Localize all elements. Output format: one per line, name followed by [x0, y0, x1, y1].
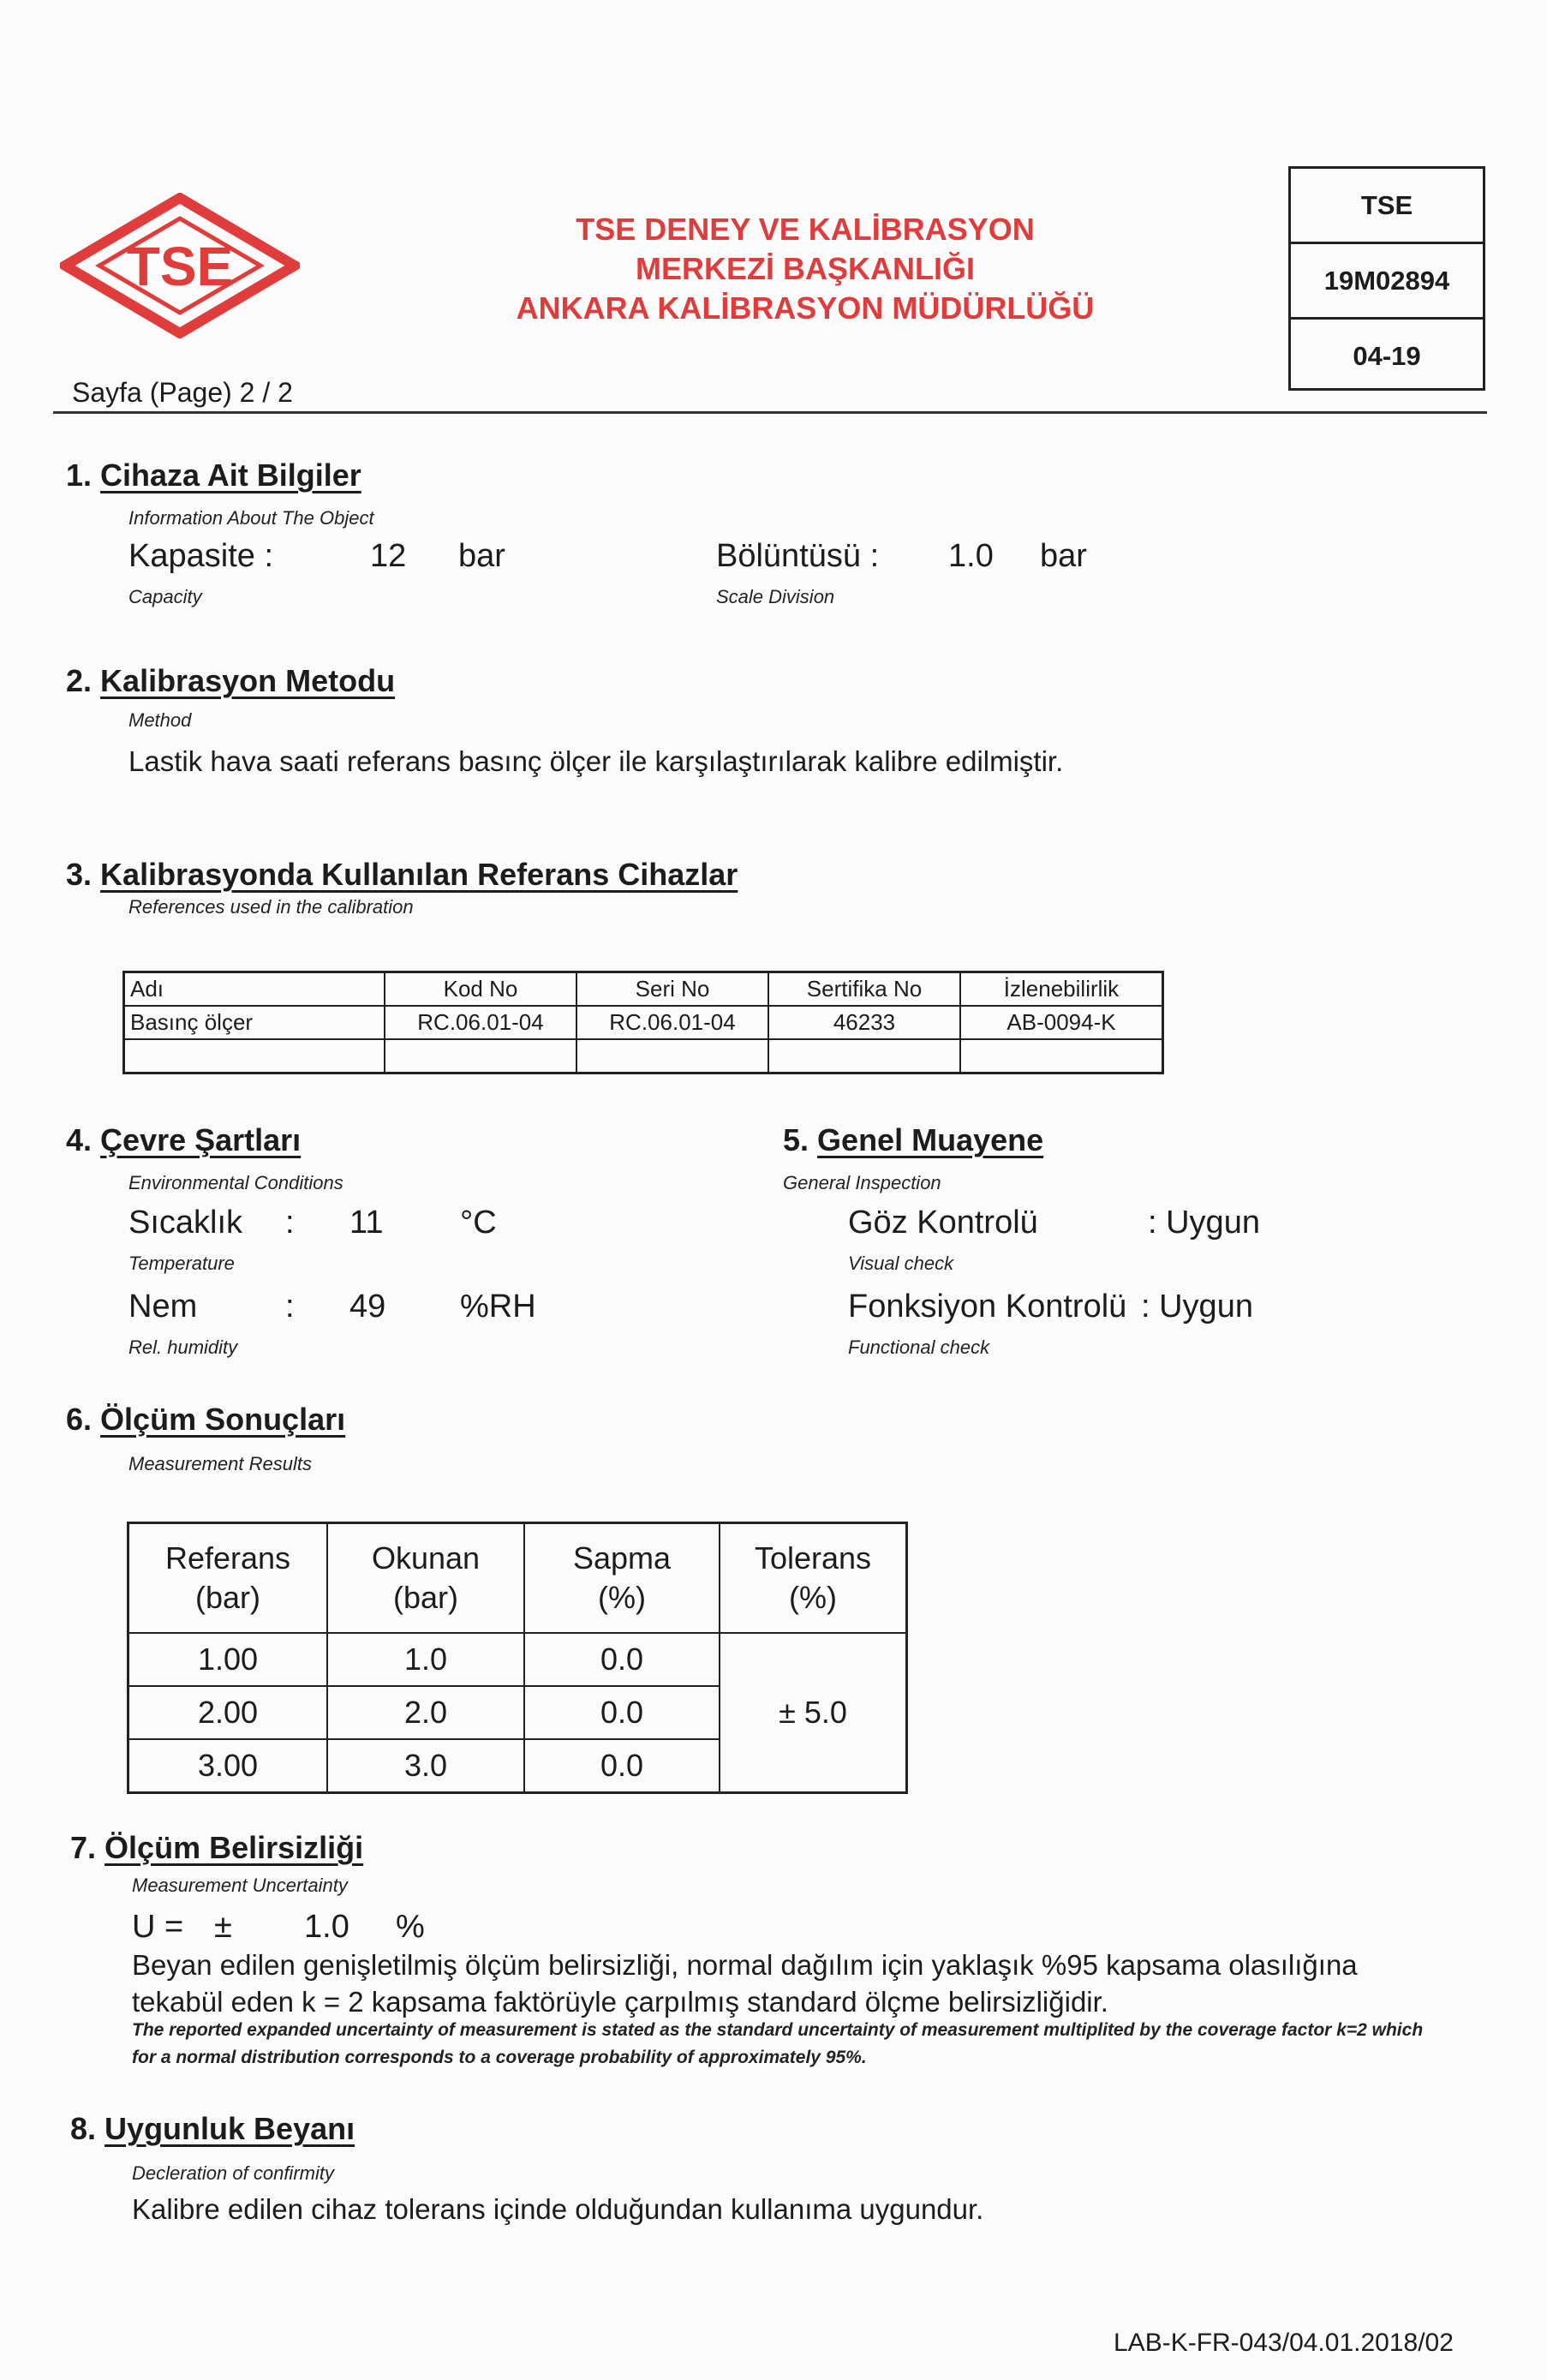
- temperature-english: Temperature: [128, 1253, 235, 1274]
- table-cell: 3.00: [128, 1739, 328, 1793]
- section-title: Ölçüm Sonuçları: [100, 1402, 346, 1437]
- header-divider: [53, 411, 1487, 414]
- code-box-date: 04-19: [1353, 340, 1421, 371]
- section-7-english: Measurement Uncertainty: [132, 1875, 348, 1896]
- capacity-english: Capacity: [128, 586, 202, 607]
- section-2-english: Method: [128, 709, 192, 731]
- table-row: [128, 1633, 907, 1686]
- section-title: Cihaza Ait Bilgiler: [100, 457, 361, 493]
- header-title: [445, 210, 1165, 328]
- section-number: 5.: [783, 1122, 809, 1157]
- table-cell: 1.00: [128, 1633, 328, 1686]
- section-4-heading: [66, 1122, 301, 1158]
- form-code: LAB-K-FR-043/04.01.2018/02: [1114, 2329, 1454, 2357]
- table-cell: AB-0094-K: [960, 1006, 1163, 1039]
- section-8-english: Decleration of confirmity: [132, 2162, 334, 2184]
- uncertainty-plus-minus: ±: [214, 1909, 232, 1945]
- uncertainty-label: U =: [132, 1909, 184, 1945]
- reference-devices-table: [122, 971, 1164, 1074]
- section-title: Genel Muayene: [817, 1122, 1044, 1157]
- table-cell: 1.0: [327, 1633, 524, 1686]
- table-header: Sertifika No: [768, 972, 960, 1007]
- division-unit: bar: [1040, 538, 1087, 574]
- uncertainty-value: 1.0: [304, 1909, 349, 1945]
- table-cell: 0.0: [524, 1686, 720, 1739]
- functional-check-english: Functional check: [848, 1337, 990, 1358]
- conformity-text: Kalibre edilen cihaz tolerans içinde olduğundan kullanıma uygundur.: [132, 2193, 984, 2225]
- division-label: Bölüntüsü :: [716, 538, 880, 574]
- table-header: Kod No: [385, 972, 576, 1007]
- uncertainty-text-tr-line2: tekabül eden k = 2 kapsama faktörüyle çarpılmış standard ölçme belirsizliğidir.: [132, 1986, 1108, 2018]
- section-2-heading: [66, 663, 395, 699]
- table-cell: 0.0: [524, 1739, 720, 1793]
- code-box-org: TSE: [1291, 169, 1483, 244]
- table-header: Adı: [124, 972, 385, 1007]
- section-3-heading: [66, 857, 738, 893]
- table-header: İzlenebilirlik: [960, 972, 1163, 1007]
- code-box-number: 19M02894: [1291, 244, 1483, 320]
- section-title: Ölçüm Belirsizliği: [105, 1830, 364, 1865]
- table-cell: Basınç ölçer: [124, 1006, 385, 1039]
- visual-check-label: Göz Kontrolü: [848, 1205, 1038, 1241]
- section-8-heading: [70, 2111, 355, 2147]
- table-header: Seri No: [576, 972, 768, 1007]
- page-number: Sayfa (Page) 2 / 2: [72, 377, 293, 408]
- measurement-results-table: [127, 1522, 908, 1794]
- section-number: 1.: [66, 457, 93, 493]
- section-6-heading: [66, 1402, 345, 1438]
- table-cell: 3.0: [327, 1739, 524, 1793]
- table-cell: 0.0: [524, 1633, 720, 1686]
- section-number: 7.: [70, 1830, 97, 1865]
- section-5-heading: [783, 1122, 1043, 1158]
- visual-check-value: : Uygun: [1148, 1205, 1260, 1241]
- section-4-english: Environmental Conditions: [128, 1172, 343, 1193]
- table-header-row: [128, 1523, 907, 1634]
- table-cell: 2.0: [327, 1686, 524, 1739]
- humidity-label: Nem: [128, 1289, 198, 1325]
- section-number: 6.: [66, 1402, 93, 1437]
- section-6-english: Measurement Results: [128, 1453, 312, 1474]
- tse-logo: [60, 193, 300, 338]
- table-cell: RC.06.01-04: [385, 1006, 576, 1039]
- table-cell: 2.00: [128, 1686, 328, 1739]
- section-1-english: Information About The Object: [128, 507, 374, 529]
- section-title: Uygunluk Beyanı: [105, 2111, 355, 2146]
- division-value: 1.0: [948, 538, 994, 574]
- functional-check-label: Fonksiyon Kontrolü: [848, 1289, 1127, 1325]
- table-row: [124, 1039, 1163, 1073]
- capacity-unit: bar: [458, 538, 505, 574]
- table-cell: [960, 1039, 1163, 1073]
- section-title: Kalibrasyon Metodu: [100, 663, 396, 698]
- uncertainty-text-en-line2: for a normal distribution corresponds to a coverage probability of approximately 95%.: [132, 2048, 867, 2067]
- table-header: Tolerans (%): [720, 1523, 907, 1634]
- capacity-label: Kapasite :: [128, 538, 273, 574]
- section-1-heading: [66, 457, 361, 493]
- method-text: Lastik hava saati referans basınç ölçer ile karşılaştırılarak kalibre edilmiştir.: [128, 745, 1064, 777]
- document-code-box: [1288, 166, 1485, 391]
- temperature-colon: :: [285, 1205, 295, 1241]
- section-3-english: References used in the calibration: [128, 896, 414, 918]
- header-title-line: MERKEZİ BAŞKANLIĞI: [636, 251, 975, 286]
- section-number: 2.: [66, 663, 93, 698]
- table-cell: RC.06.01-04: [576, 1006, 768, 1039]
- division-english: Scale Division: [716, 586, 835, 607]
- humidity-colon: :: [285, 1289, 295, 1325]
- humidity-unit: %RH: [460, 1289, 536, 1325]
- tolerance-cell: ± 5.0: [720, 1633, 907, 1793]
- table-cell: [576, 1039, 768, 1073]
- table-row: [124, 1006, 1163, 1039]
- section-title: Çevre Şartları: [100, 1122, 302, 1157]
- header-title-line: ANKARA KALİBRASYON MÜDÜRLÜĞÜ: [516, 290, 1095, 326]
- logo-text: TSE: [126, 236, 234, 297]
- functional-check-value: : Uygun: [1141, 1289, 1253, 1325]
- section-number: 3.: [66, 857, 93, 892]
- section-7-heading: [70, 1830, 363, 1866]
- humidity-english: Rel. humidity: [128, 1337, 238, 1358]
- header-title-line: TSE DENEY VE KALİBRASYON: [576, 212, 1035, 247]
- uncertainty-text-tr-line1: Beyan edilen genişletilmiş ölçüm belirsizliği, normal dağılım için yaklaşık %95 kapsama olasılığına: [132, 1949, 1358, 1981]
- table-cell: 46233: [768, 1006, 960, 1039]
- humidity-value: 49: [349, 1289, 386, 1325]
- section-number: 4.: [66, 1122, 93, 1157]
- table-header: Sapma (%): [524, 1523, 720, 1634]
- section-5-english: General Inspection: [783, 1172, 941, 1193]
- table-cell: [385, 1039, 576, 1073]
- section-title: Kalibrasyonda Kullanılan Referans Cihazlar: [100, 857, 738, 892]
- temperature-value: 11: [349, 1205, 384, 1241]
- capacity-value: 12: [370, 538, 407, 574]
- uncertainty-text-en-line1: The reported expanded uncertainty of measurement is stated as the standard uncertainty of measurement multiplited by the coverage factor k=2 which: [132, 2020, 1424, 2040]
- table-header: Referans (bar): [128, 1523, 328, 1634]
- temperature-unit: °C: [460, 1205, 497, 1241]
- table-header-row: [124, 972, 1163, 1007]
- table-cell: [124, 1039, 385, 1073]
- uncertainty-unit: %: [396, 1909, 425, 1945]
- visual-check-english: Visual check: [848, 1253, 954, 1274]
- temperature-label: Sıcaklık: [128, 1205, 243, 1241]
- table-cell: [768, 1039, 960, 1073]
- section-number: 8.: [70, 2111, 97, 2146]
- table-header: Okunan (bar): [327, 1523, 524, 1634]
